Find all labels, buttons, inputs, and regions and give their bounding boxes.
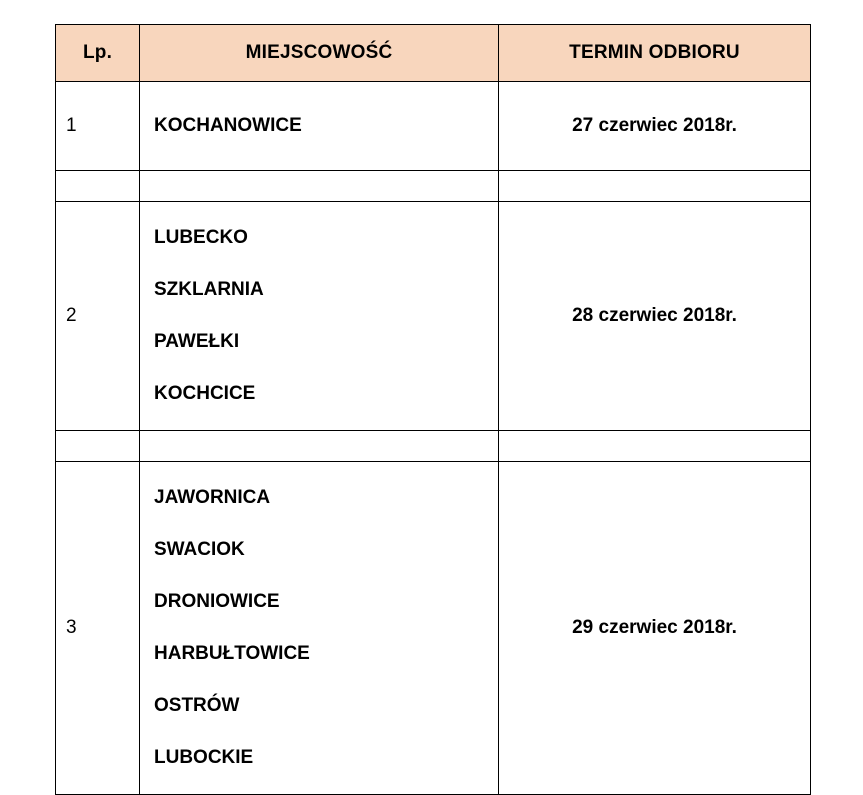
list-item: KOCHANOWICE <box>154 115 302 136</box>
table-row <box>56 202 811 431</box>
spacer-cell-place <box>140 431 499 462</box>
spacer-cell-date <box>499 171 811 202</box>
list-item: KOCHCICE <box>154 383 256 404</box>
collection-date: 29 czerwiec 2018r. <box>499 462 811 795</box>
table-body <box>56 82 811 795</box>
spacer-cell-date <box>499 431 811 462</box>
row-number: 2 <box>56 202 140 431</box>
spacer-cell-lp <box>56 431 140 462</box>
spacer-cell-lp <box>56 171 140 202</box>
list-item: HARBUŁTOWICE <box>154 643 310 664</box>
list-item: OSTRÓW <box>154 695 240 716</box>
spacer-row <box>56 431 811 462</box>
list-item: SWACIOK <box>154 539 245 560</box>
column-header-lp: Lp. <box>56 25 140 82</box>
spacer-row <box>56 171 811 202</box>
spacer-cell-place <box>140 171 499 202</box>
place-list <box>140 202 499 431</box>
collection-date: 27 czerwiec 2018r. <box>499 82 811 171</box>
list-item: SZKLARNIA <box>154 279 264 300</box>
table-header <box>56 25 811 82</box>
header-row <box>56 25 811 82</box>
place-list <box>140 82 499 171</box>
list-item: LUBECKO <box>154 227 248 248</box>
column-header-date: TERMIN ODBIORU <box>499 25 811 82</box>
row-number: 3 <box>56 462 140 795</box>
collection-schedule-table <box>55 24 811 795</box>
list-item: LUBOCKIE <box>154 747 254 768</box>
row-number: 1 <box>56 82 140 171</box>
list-item: DRONIOWICE <box>154 591 280 612</box>
column-header-place: MIEJSCOWOŚĆ <box>140 25 499 82</box>
table-row <box>56 462 811 795</box>
collection-date: 28 czerwiec 2018r. <box>499 202 811 431</box>
table-row <box>56 82 811 171</box>
list-item: PAWEŁKI <box>154 331 240 352</box>
place-list <box>140 462 499 795</box>
list-item: JAWORNICA <box>154 487 271 508</box>
